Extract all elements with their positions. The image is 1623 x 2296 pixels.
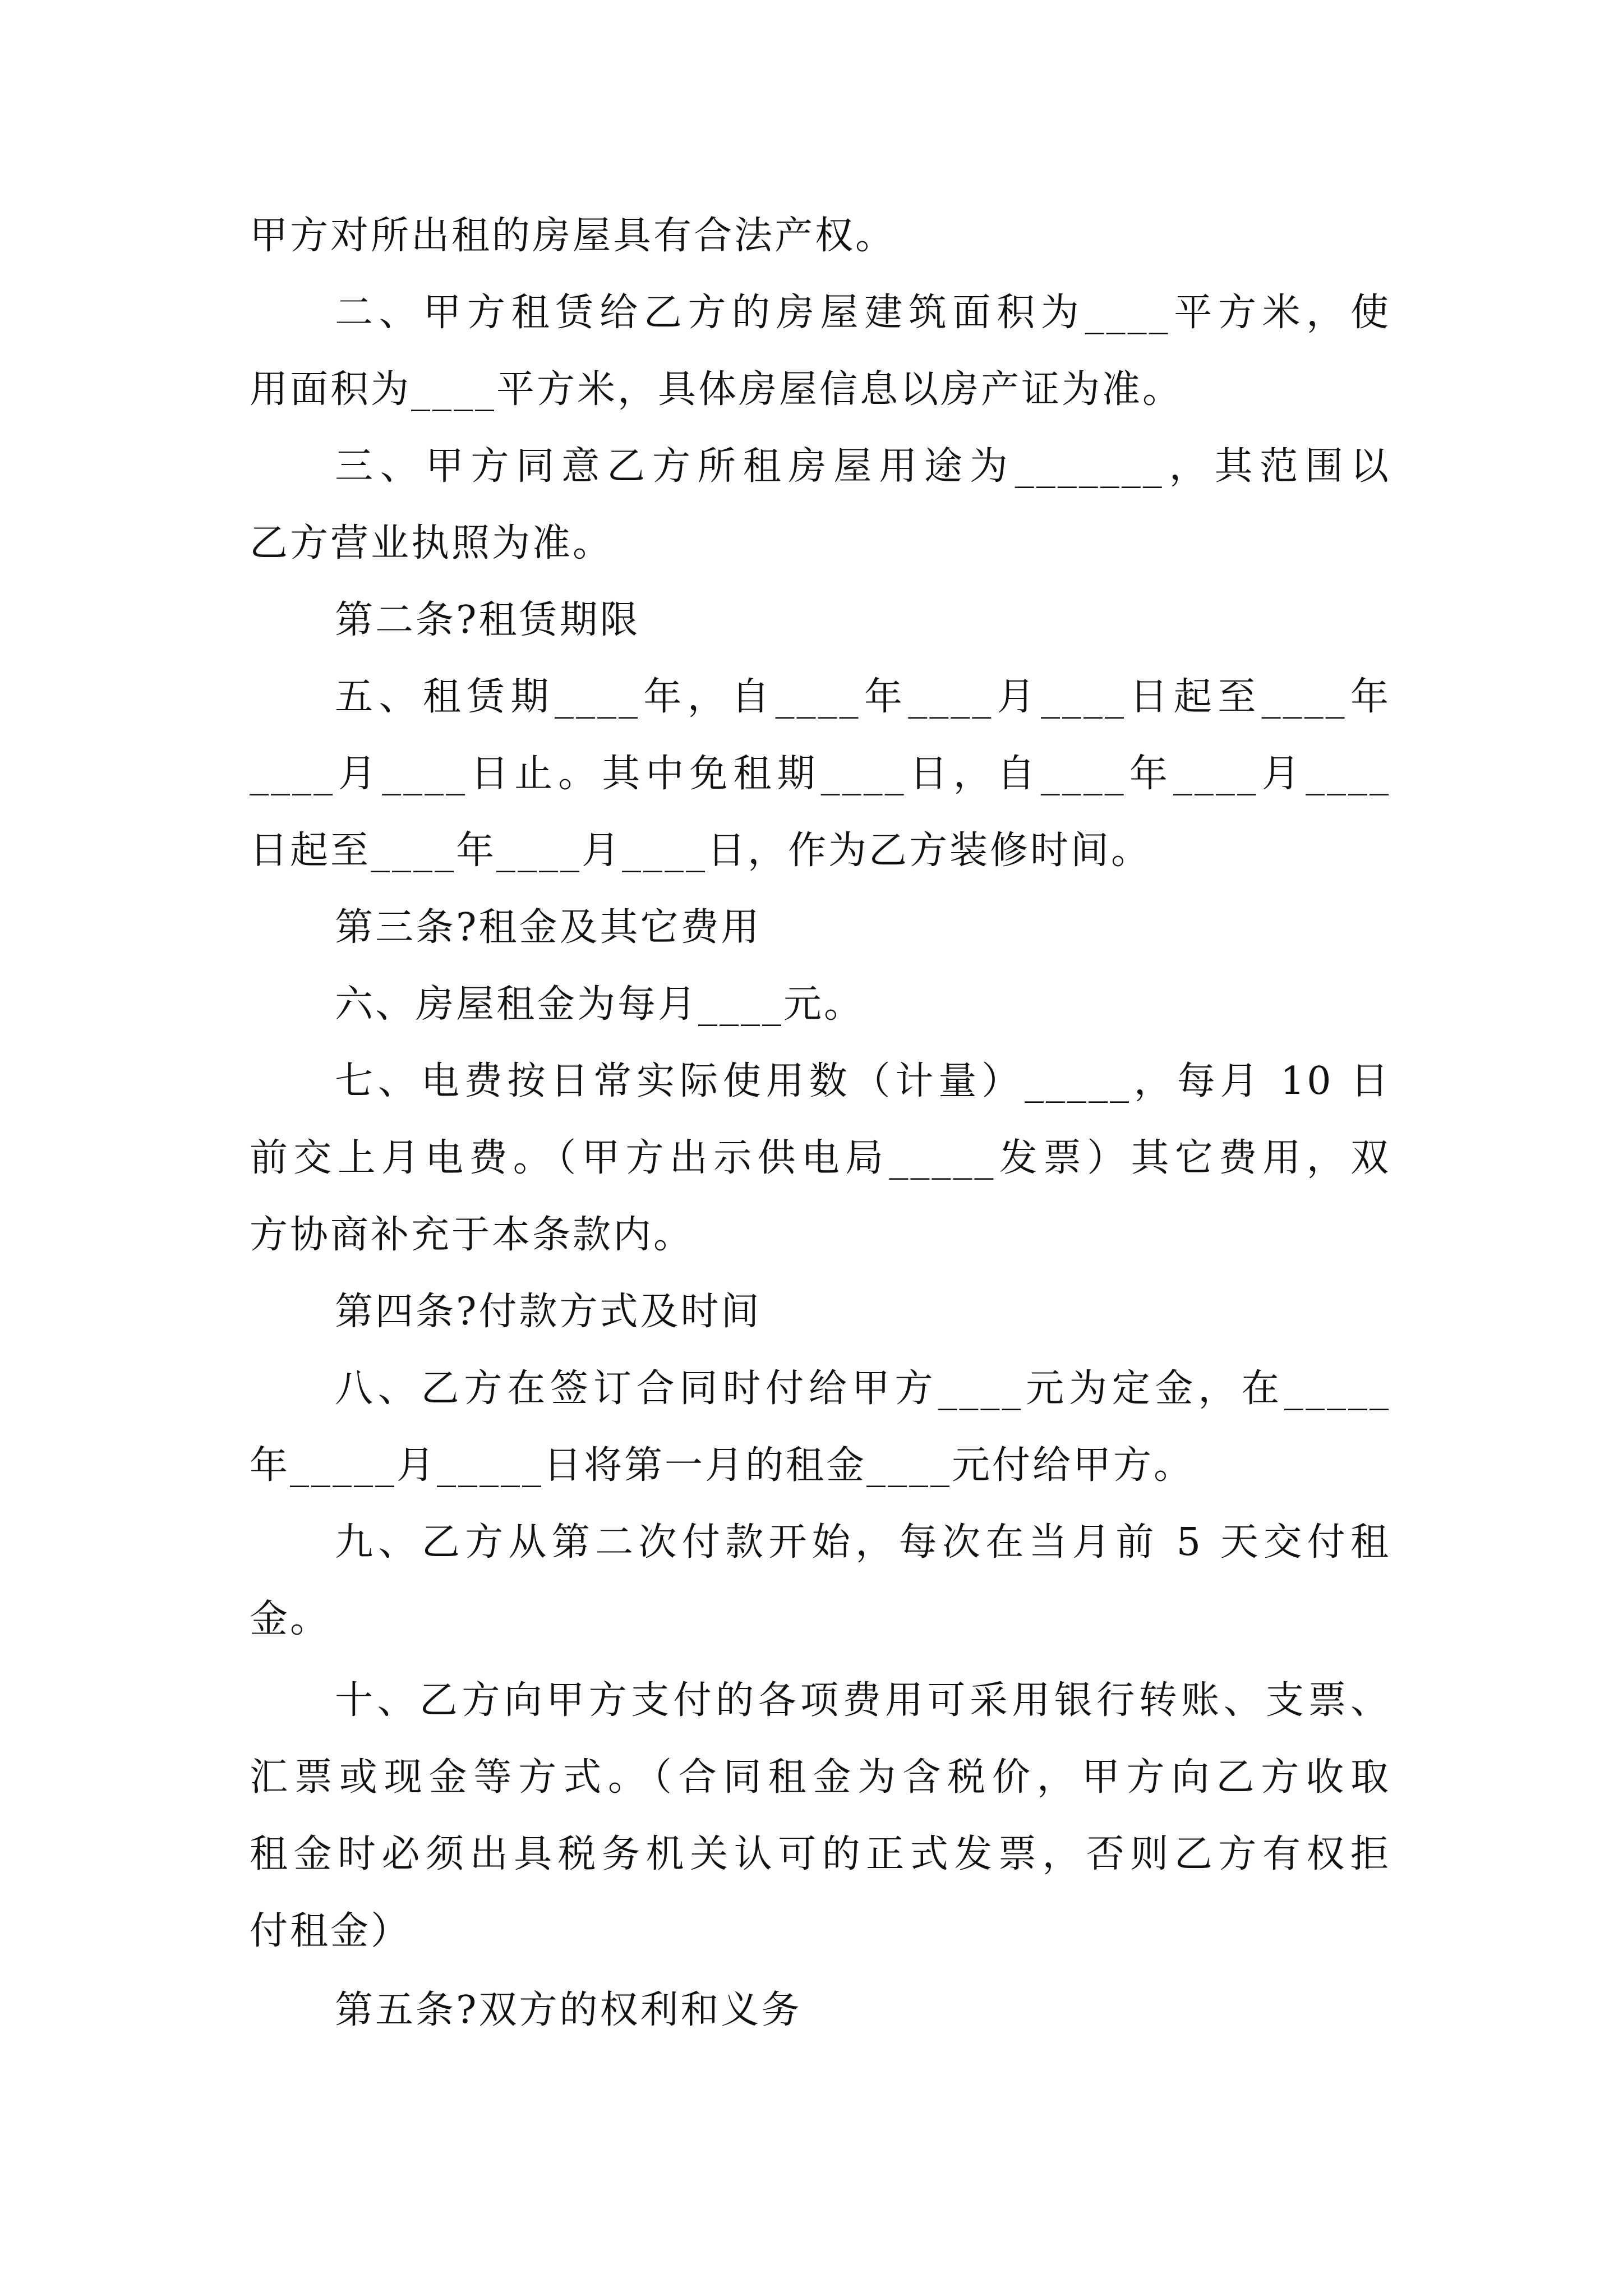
text-line: 方协商补充于本条款内。 [250, 1213, 694, 1257]
text-line: 七、电费按日常实际使用数（计量）_____，每月 10 日 [335, 1059, 1391, 1103]
text-line: 租金时必须出具税务机关认可的正式发票，否则乙方有权拒 [250, 1832, 1391, 1876]
text-line: 二、甲方租赁给乙方的房屋建筑面积为____平方米，使 [335, 291, 1391, 335]
text-line: 五、租赁期____年，自____年____月____日起至____年 [335, 675, 1391, 719]
text-line: 年_____月_____日将第一月的租金____元付给甲方。 [250, 1443, 1195, 1488]
text-line: 用面积为____平方米，具体房屋信息以房产证为准。 [250, 367, 1183, 412]
text-line: 第四条?付款方式及时间 [335, 1290, 762, 1334]
text-line: 九、乙方从第二次付款开始，每次在当月前 5 天交付租 [335, 1520, 1391, 1565]
text-line: 第三条?租金及其它费用 [335, 905, 762, 950]
text-line: 六、房屋租金为每月____元。 [335, 982, 865, 1027]
text-line: 汇票或现金等方式。（合同租金为含税价，甲方向乙方收取 [250, 1755, 1391, 1800]
text-line: 金。 [250, 1597, 331, 1641]
text-line: 第二条?租赁期限 [335, 598, 640, 642]
text-line: 十、乙方向甲方支付的各项费用可采用银行转账、支票、 [335, 1678, 1391, 1723]
text-line: 三、甲方同意乙方所租房屋用途为_______，其范围以 [335, 444, 1391, 489]
text-line: 甲方对所出租的房屋具有合法产权。 [250, 214, 896, 258]
text-line: 前交上月电费。（甲方出示供电局_____发票）其它费用，双 [250, 1136, 1391, 1180]
text-line: ____月____日止。其中免租期____日，自____年____月____ [250, 752, 1391, 796]
text-line: 第五条?双方的权利和义务 [335, 1988, 802, 2032]
text-line: 日起至____年____月____日，作为乙方装修时间。 [250, 829, 1152, 873]
text-line: 付租金） [250, 1909, 412, 1953]
text-line: 乙方营业执照为准。 [250, 521, 614, 565]
text-line: 八、乙方在签订合同时付给甲方____元为定金，在_____ [335, 1366, 1391, 1411]
